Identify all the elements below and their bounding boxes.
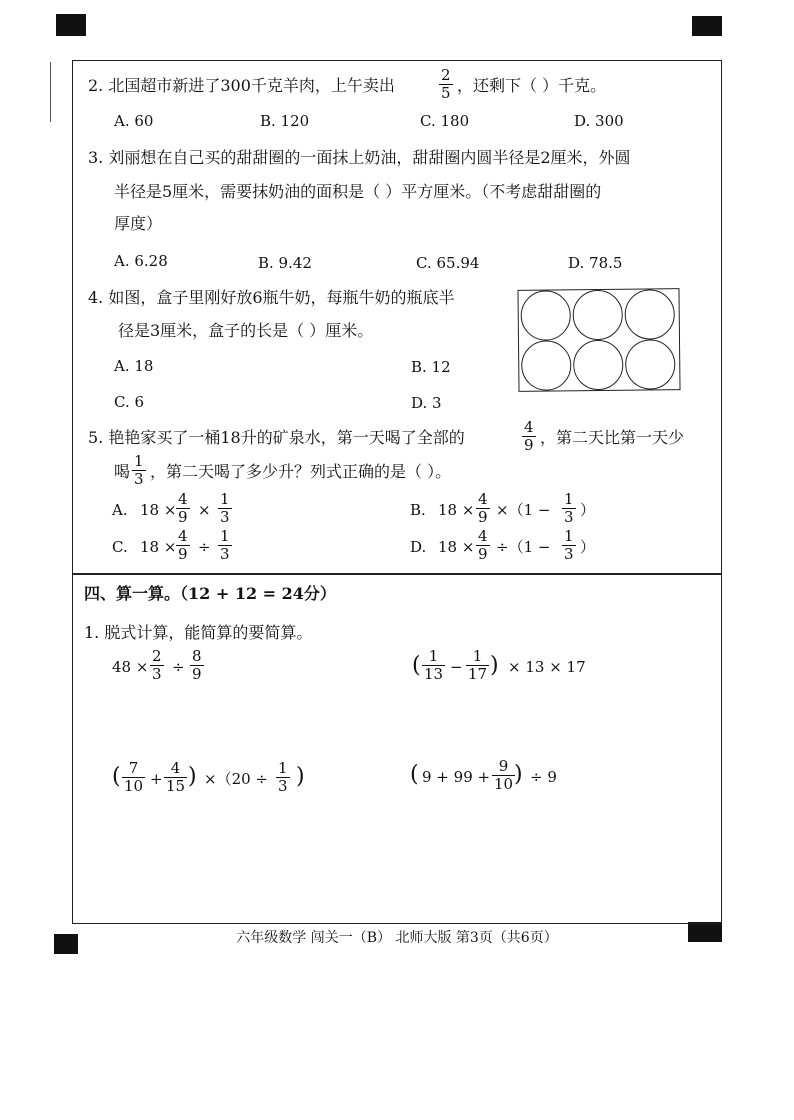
q5-fraction-2: 1 3 xyxy=(134,452,144,489)
q3-line-1: 3. 刘丽想在自己买的甜甜圈的一面抹上奶油，甜甜圈内圆半径是2厘米，外圆 xyxy=(88,148,631,167)
q2-option-a[interactable]: A. 60 xyxy=(114,112,154,130)
q5-line-2-b: ，第二天喝了多少升？列式正确的是（ ）。 xyxy=(150,462,452,481)
q4-option-c[interactable]: C. 6 xyxy=(114,393,145,411)
q3-option-d[interactable]: D. 78.5 xyxy=(568,254,623,272)
q4-option-b[interactable]: B. 12 xyxy=(411,358,451,376)
q2-stem-b: ，还剩下（ ）千克。 xyxy=(457,76,607,95)
milk-box-figure xyxy=(517,288,680,392)
bottle-circle xyxy=(573,340,624,391)
registration-mark-top-left xyxy=(56,14,86,36)
scan-edge-line xyxy=(50,62,51,122)
q2-stem-a: 2. 北国超市新进了300千克羊肉，上午卖出 xyxy=(88,76,395,95)
bottle-circle xyxy=(624,289,675,340)
bottle-circle xyxy=(572,290,623,341)
q5-line-2-a: 喝 xyxy=(114,462,131,481)
q5-line-1-a: 5. 艳艳家买了一桶18升的矿泉水，第一天喝了全部的 xyxy=(88,428,465,447)
q5-line-1-b: ，第二天比第一天少 xyxy=(540,428,685,447)
bottle-circle xyxy=(625,339,676,390)
q2-option-c[interactable]: C. 180 xyxy=(420,112,470,130)
q2-option-d[interactable]: D. 300 xyxy=(574,112,624,130)
page-footer: 六年级数学 闯关一（B） 北师大版 第3页（共6页） xyxy=(236,930,558,946)
section-divider xyxy=(72,573,722,575)
q4-line-1: 4. 如图，盒子里刚好放6瓶牛奶，每瓶牛奶的瓶底半 xyxy=(88,288,455,307)
q4-line-2: 径是3厘米，盒子的长是（ ）厘米。 xyxy=(118,321,374,340)
section-4-instruction: 1. 脱式计算，能简算的要简算。 xyxy=(84,623,313,642)
q2-fraction: 2 5 xyxy=(441,66,451,103)
q3-option-b[interactable]: B. 9.42 xyxy=(258,254,312,272)
q3-line-2: 半径是5厘米，需要抹奶油的面积是（ ）平方厘米。（不考虑甜甜圈的 xyxy=(114,182,602,201)
q2-option-b[interactable]: B. 120 xyxy=(260,112,310,130)
registration-mark-top-right xyxy=(692,16,722,36)
bottle-circle xyxy=(520,290,571,341)
q3-option-c[interactable]: C. 65.94 xyxy=(416,254,480,272)
q3-option-a[interactable]: A. 6.28 xyxy=(114,252,168,270)
q5-fraction-1: 4 9 xyxy=(524,418,534,455)
q3-line-3: 厚度） xyxy=(114,214,163,233)
bottle-circle xyxy=(521,340,572,391)
section-4-title: 四、算一算。（12 + 12 = 24分） xyxy=(84,584,336,603)
q4-option-d[interactable]: D. 3 xyxy=(411,394,442,412)
q4-option-a[interactable]: A. 18 xyxy=(114,357,154,375)
